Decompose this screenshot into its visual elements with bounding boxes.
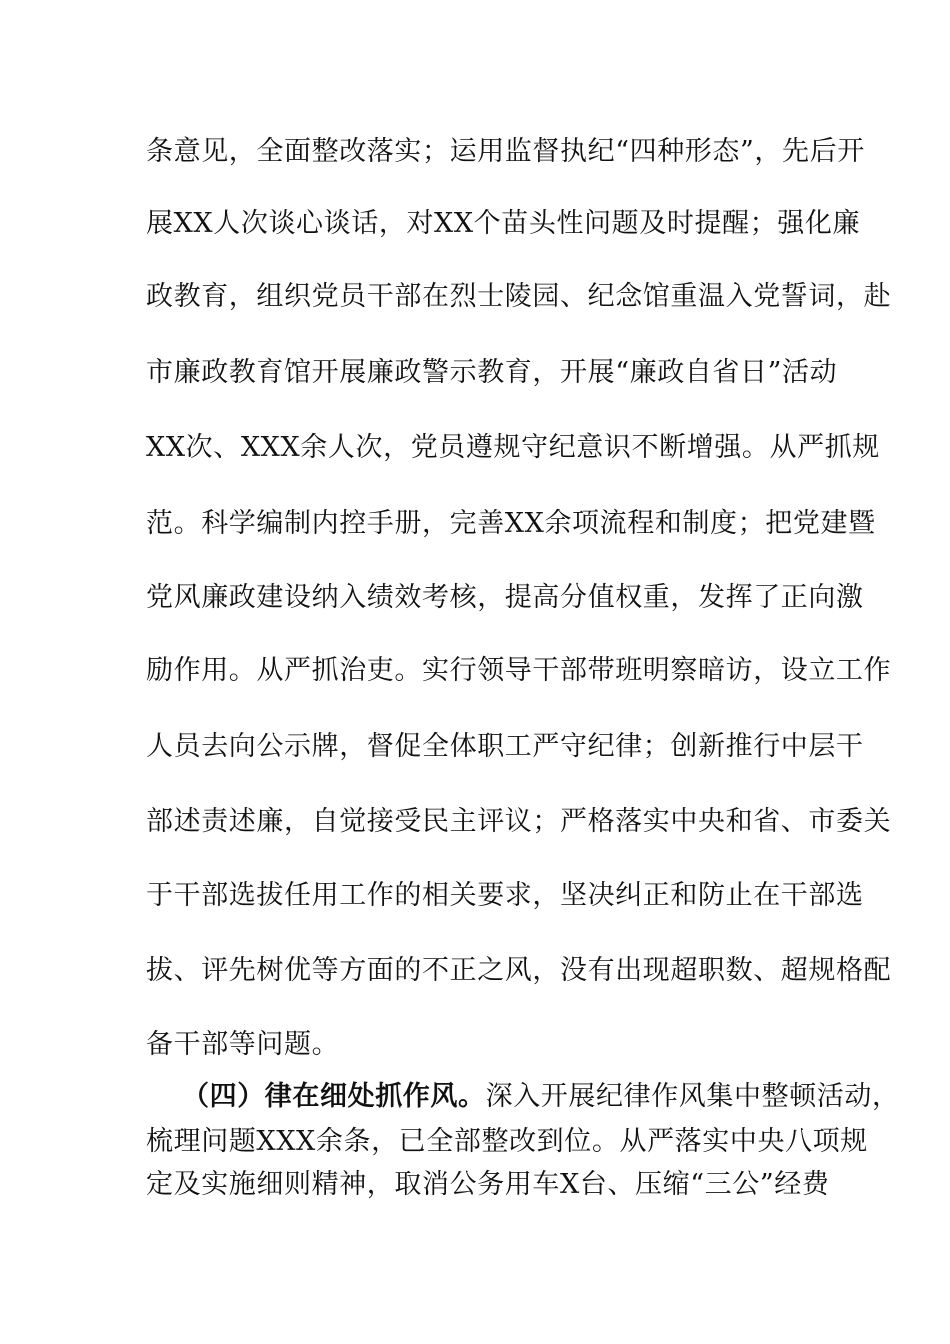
body-line-8: 励作用。从严抓治吏。实行领导干部带班明察暗访，设立工作 — [146, 655, 892, 686]
body-line-6: 范。科学编制内控手册，完善XX余项流程和制度；把党建暨 — [146, 508, 876, 539]
body-line-2: 展XX人次谈心谈话，对XX个苗头性问题及时提醒；强化廉 — [146, 208, 861, 239]
body-line-12: 拔、评先树优等方面的不正之风，没有出现超职数、超规格配 — [146, 955, 892, 986]
body-line-1: 条意见，全面整改落实；运用监督执纪“四种形态”，先后开 — [146, 136, 865, 167]
body-line-11: 于干部选拔任用工作的相关要求，坚决纠正和防止在干部选 — [146, 880, 864, 911]
section-4-first-line — [182, 1079, 900, 1115]
section-4-heading: （四）律在细处抓作风。 — [182, 1081, 486, 1112]
body-line-13: 备干部等问题。 — [146, 1029, 340, 1060]
body-line-5: XX次、XXX余人次，党员遵规守纪意识不断增强。从严抓规 — [146, 432, 880, 463]
section-4-line-2: 梳理问题XXX余条，已全部整改到位。从严落实中央八项规 — [146, 1126, 868, 1157]
body-line-4: 市廉政教育馆开展廉政警示教育，开展“廉政自省日”活动 — [146, 357, 838, 388]
body-line-3: 政教育，组织党员干部在烈士陵园、纪念馆重温入党誓词，赴 — [146, 281, 892, 312]
section-4-line-3: 定及实施细则精神，取消公务用车X台、压缩“三公”经费 — [146, 1169, 830, 1200]
body-line-7: 党风廉政建设纳入绩效考核，提高分值权重，发挥了正向激 — [146, 582, 864, 613]
section-4-first-line-text: 深入开展纪律作风集中整顿活动， — [485, 1081, 900, 1112]
body-line-10: 部述责述廉，自觉接受民主评议；严格落实中央和省、市委关 — [146, 806, 892, 837]
body-line-9: 人员去向公示牌，督促全体职工严守纪律；创新推行中层干 — [146, 731, 864, 762]
